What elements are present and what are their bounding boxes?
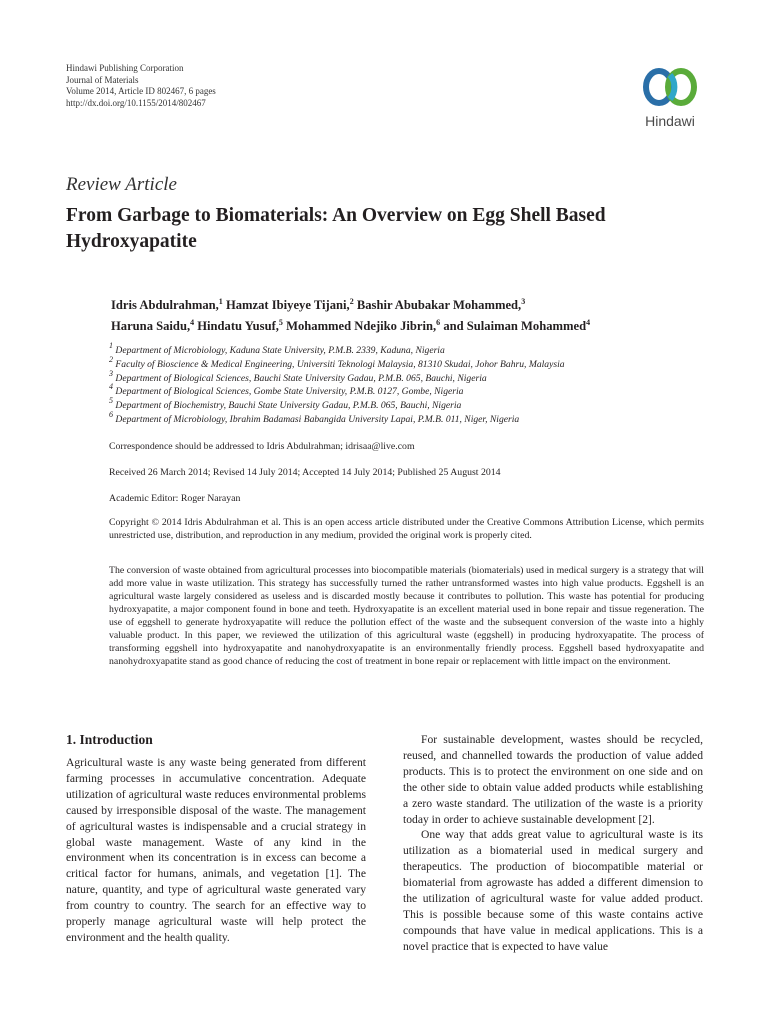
body-column-right bbox=[403, 732, 703, 955]
body-column-left bbox=[66, 755, 366, 946]
author-list bbox=[111, 295, 711, 337]
article-type: Review Article bbox=[66, 174, 177, 195]
affiliation: $^3$ Department of Biological Sciences, Bauchi State University Gadau, P.M.B. 065, Bauchi, Nigeria bbox=[109, 368, 487, 384]
author: Idris Abdulrahman,$^1$ bbox=[111, 297, 223, 312]
author: Hamzat Ibiyeye Tijani,$^2$ bbox=[225, 297, 354, 312]
publisher-name: Hindawi Publishing Corporation bbox=[66, 63, 184, 73]
paragraph: Agricultural waste is any waste being generated from different farming processes in accumulative concentration. Adequate utilization of agricultural waste reduces environmental problems caused by irresponsible disposal of the waste. The management of agricultural wastes is indispensable and a crucial strategy in global waste management. Waste of any kind in the environment when its concentration is in excess can become a critical factor for humans, animals, and vegetation [1]. The nature, quantity, and type of agricultural waste generated vary from country to country. The search for an effective way to properly manage agricultural waste will help protect the environment and the health quality. bbox=[66, 756, 366, 944]
author: Haruna Saidu,$^4$ bbox=[111, 318, 195, 333]
hindawi-logo bbox=[630, 63, 710, 133]
affiliation: $^5$ Department of Biochemistry, Bauchi State University Gadau, P.M.B. 065, Bauchi, Nigeria bbox=[109, 396, 462, 412]
paragraph: One way that adds great value to agricultural waste is its utilization as a biomaterial used in medical surgery and therapeutics. The production of biocompatible material or biomaterial from agrowaste has added a different dimension to the utilization of agricultural waste for value added product. This is possible because some of this waste contains active compounds that have value in medical applications. This is a novel practice that is expected to have value bbox=[403, 828, 703, 953]
hindawi-logo-icon bbox=[630, 63, 710, 113]
author: Mohammed Ndejiko Jibrin,$^6$ bbox=[286, 318, 441, 333]
abstract: The conversion of waste obtained from agricultural processes into biocompatible materials (biomaterials) used in medical surgery is a strategy that will add more value in waste utilization. This strategy has successfully turned the rather untransformed wastes into high value products. Eggshell is an agricultural waste largely considered as useless and is discarded mostly because it contributes to pollution. This waste has potential for producing hydroxyapatite, a major component found in bone and teeth. Hydroxyapatite is an excellent material used in bone repair and tissue regeneration. The use of eggshell to generate hydroxyapatite will reduce the pollution effect of the waste and the subsequent conversion of the waste into a highly valuable product. In this paper, we reviewed the utilization of this agricultural waste (eggshell) in producing hydroxyapatite. The process of transforming eggshell into hydroxyapatite and nanohydroxyapatite is an environmentally friendly process. Eggshell based hydroxyapatite and nanohydroxyapatite stand as good chance of reducing the cost of treatment in bone repair or replacement with little impact on the environment. bbox=[109, 565, 704, 667]
volume-info: Volume 2014, Article ID 802467, 6 pages bbox=[66, 86, 216, 96]
author: Bashir Abubakar Mohammed,$^3$ bbox=[356, 297, 526, 312]
paragraph: For sustainable development, wastes should be recycled, reused, and channelled towards the production of value added products. This is to protect the environment on one side and on the other side to obtain value added products while establishing a zero waste standard. The utilization of the waste is a priority today in order to achieve sustainable development [2]. bbox=[403, 733, 703, 826]
affiliation: $^1$ Department of Microbiology, Kaduna State University, P.M.B. 2339, Kaduna, Nigeria bbox=[109, 341, 445, 356]
author: Hindatu Yusuf,$^5$ bbox=[197, 318, 283, 333]
correspondence: Correspondence should be addressed to Idris Abdulrahman; idrisaa@live.com bbox=[109, 441, 415, 452]
author: and Sulaiman Mohammed$^4$ bbox=[443, 318, 591, 333]
logo-text: Hindawi bbox=[645, 113, 695, 129]
affiliation: $^4$ Department of Biological Sciences, Gombe State University, P.M.B. 0127, Gombe, Nigeria bbox=[109, 382, 464, 398]
copyright-notice: Copyright © 2014 Idris Abdulrahman et al. This is an open access article distributed under the Creative Commons Attribution License, which permits unrestricted use, distribution, and reproduction in any medium, provided the original work is properly cited. bbox=[109, 517, 704, 541]
section-heading: 1. Introduction bbox=[66, 732, 153, 747]
affiliations bbox=[109, 341, 709, 427]
affiliation: $^6$ Department of Microbiology, Ibrahim Badamasi Babangida University Lapai, P.M.B. 011, Niger, Nigeria bbox=[109, 409, 520, 425]
paper-title: From Garbage to Biomaterials: An Overview on Egg Shell Based Hydroxyapatite bbox=[66, 205, 606, 252]
journal-header bbox=[66, 63, 216, 109]
publication-dates: Received 26 March 2014; Revised 14 July 2014; Accepted 14 July 2014; Published 25 August 2014 bbox=[109, 467, 501, 478]
doi-link[interactable]: http://dx.doi.org/10.1155/2014/802467 bbox=[66, 97, 206, 108]
affiliation: $^2$ Faculty of Bioscience & Medical Engineering, Universiti Teknologi Malaysia, 81310 Skudai, Johor Bahru, Malaysia bbox=[109, 354, 565, 370]
journal-name: Journal of Materials bbox=[66, 74, 139, 85]
academic-editor: Academic Editor: Roger Narayan bbox=[109, 493, 241, 504]
